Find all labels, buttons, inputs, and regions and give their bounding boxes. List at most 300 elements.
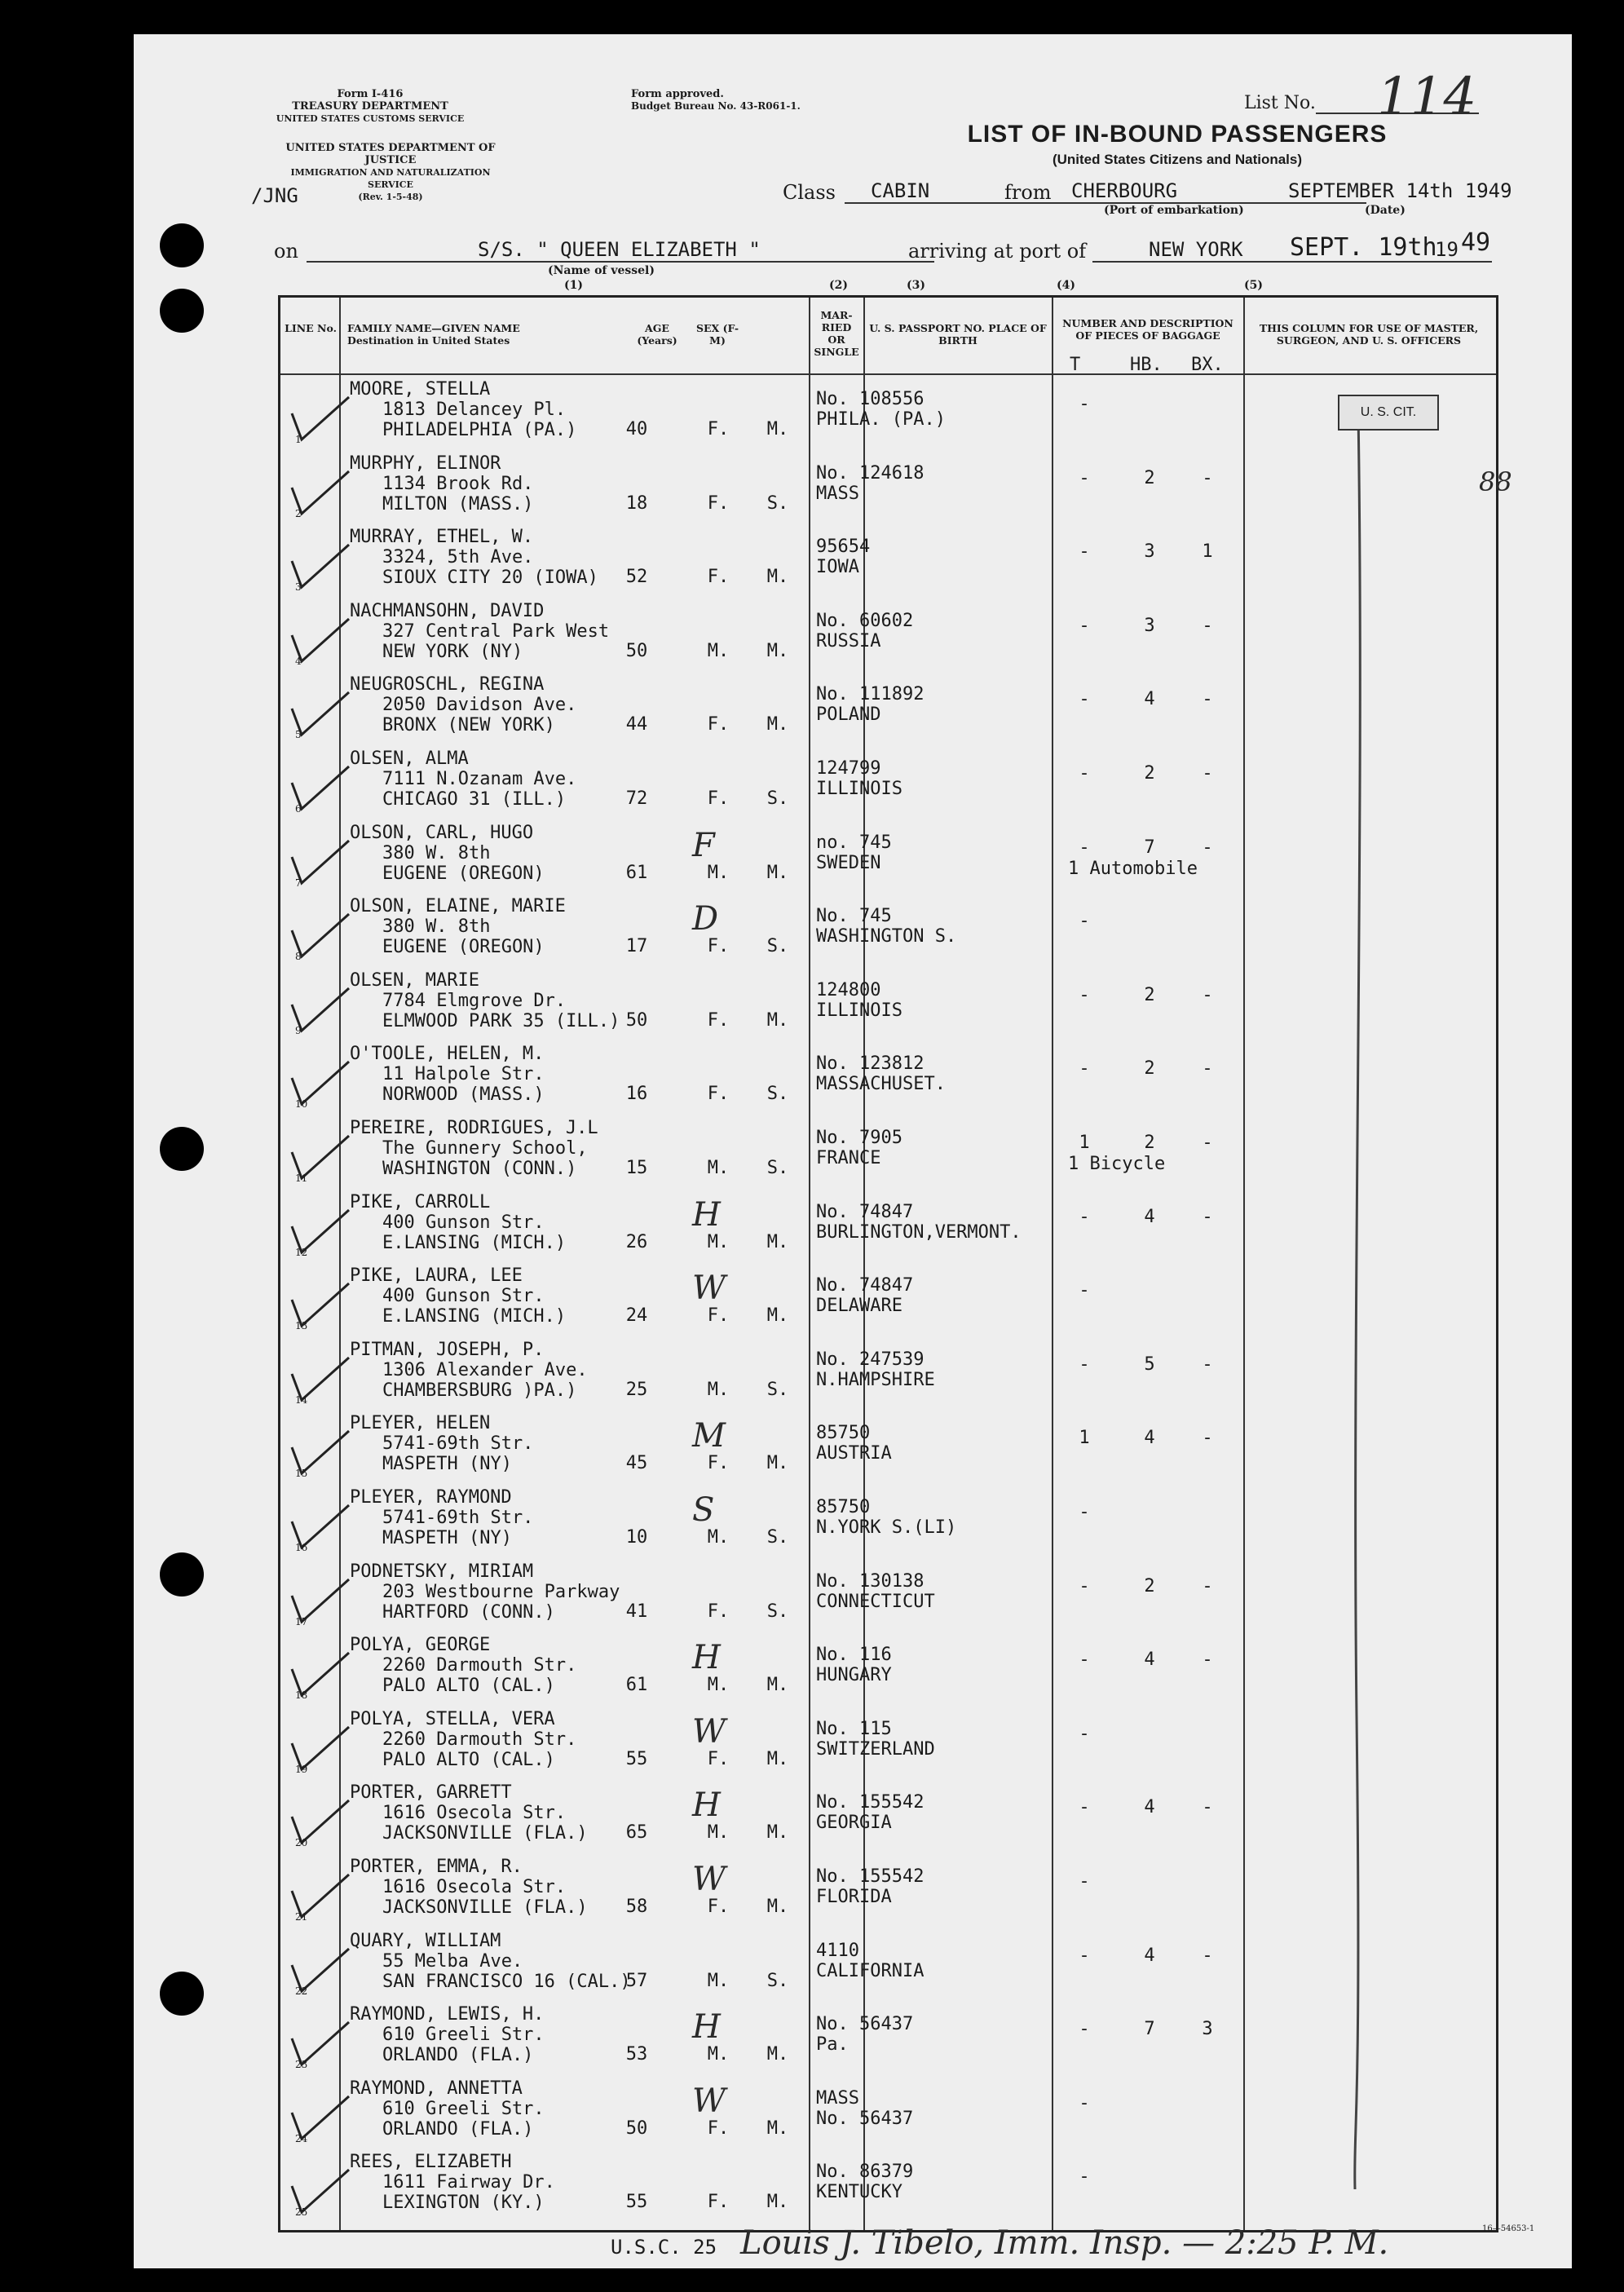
customs-service: UNITED STATES CUSTOMS SERVICE bbox=[276, 113, 465, 124]
sex: M. bbox=[707, 1231, 730, 1252]
passport-number: No. 247539 bbox=[816, 1349, 925, 1370]
passport-block bbox=[816, 2014, 913, 2055]
passport-block bbox=[816, 389, 946, 430]
passenger-name: POLYA, GEORGE bbox=[350, 1635, 491, 1656]
count-note: 88 bbox=[1479, 466, 1512, 497]
age: 58 bbox=[625, 1897, 648, 1917]
sex: F. bbox=[707, 567, 730, 588]
passport-block bbox=[816, 463, 924, 504]
binder-hole bbox=[160, 1552, 204, 1596]
street-address: 55 Melba Ave. bbox=[382, 1950, 523, 1972]
destination-city: LEXINGTON (KY.) bbox=[382, 2193, 545, 2214]
street-address: 1611 Fairway Dr. bbox=[382, 2172, 555, 2193]
passenger-name: OLSON, CARL, HUGO bbox=[350, 822, 534, 843]
street-address: 380 W. 8th bbox=[382, 916, 491, 938]
sex: F. bbox=[707, 2118, 730, 2139]
passenger-name-block bbox=[350, 1782, 588, 1844]
passport-block bbox=[816, 980, 902, 1021]
age: 57 bbox=[625, 1970, 648, 1991]
passport-block bbox=[816, 1866, 924, 1907]
table-row bbox=[280, 1928, 1496, 2001]
passport-block bbox=[816, 1053, 946, 1094]
table-row bbox=[280, 745, 1496, 819]
street-address: 610 Greeli Str. bbox=[382, 2098, 545, 2119]
handwritten-mark: S bbox=[692, 1491, 715, 1529]
destination-city: WASHINGTON (CONN.) bbox=[382, 1159, 577, 1179]
passenger-name-block bbox=[350, 1931, 631, 1992]
baggage-trunks: - bbox=[1079, 1649, 1090, 1671]
age: 52 bbox=[625, 567, 648, 588]
passenger-name-block bbox=[350, 1413, 533, 1474]
passenger-name: PODNETSKY, MIRIAM bbox=[350, 1561, 534, 1582]
passenger-name: NEUGROSCHL, REGINA bbox=[350, 674, 545, 696]
marital-status: M. bbox=[766, 862, 789, 883]
passport-block bbox=[816, 1792, 924, 1833]
destination-city: BRONX (NEW YORK) bbox=[382, 715, 555, 736]
street-address: 1616 Osecola Str. bbox=[382, 1877, 567, 1897]
line-number: 2 bbox=[295, 507, 302, 519]
passenger-table bbox=[278, 295, 1498, 2232]
marital-status: M. bbox=[766, 1305, 789, 1327]
baggage-trunks: - bbox=[1079, 1945, 1090, 1966]
age: 18 bbox=[625, 492, 648, 514]
age: 40 bbox=[625, 419, 648, 439]
baggage-handbags: 2 bbox=[1144, 1575, 1155, 1596]
list-no-label: List No. bbox=[1244, 93, 1316, 113]
sex: F. bbox=[707, 1748, 730, 1769]
baggage-boxes: - bbox=[1202, 1133, 1213, 1153]
passport-block bbox=[816, 537, 870, 577]
header-baggage: NUMBER AND DESCRIPTION OF PIECES OF BAGGAGE bbox=[1062, 317, 1233, 342]
line-number: 16 bbox=[295, 1542, 308, 1553]
sex: M. bbox=[707, 1822, 730, 1844]
passport-number: 124799 bbox=[816, 758, 881, 779]
passport-number: no. 745 bbox=[816, 832, 892, 853]
line-number: 5 bbox=[295, 729, 302, 741]
place-of-birth: ILLINOIS bbox=[816, 779, 902, 799]
sex: F. bbox=[707, 1897, 730, 1917]
baggage-trunks: - bbox=[1079, 394, 1090, 414]
marital-status: M. bbox=[766, 714, 789, 735]
sex: F. bbox=[707, 1601, 730, 1622]
class-value: CABIN bbox=[871, 179, 930, 202]
baggage-boxes: - bbox=[1202, 1945, 1213, 1966]
baggage-trunks: - bbox=[1079, 1723, 1090, 1744]
baggage-boxes: - bbox=[1202, 1649, 1213, 1671]
baggage-boxes: 3 bbox=[1202, 2019, 1213, 2040]
place-of-birth: SWEDEN bbox=[816, 852, 881, 873]
baggage-trunks: - bbox=[1079, 911, 1090, 932]
passenger-name-block bbox=[350, 896, 566, 957]
table-row bbox=[280, 2001, 1496, 2074]
header-name: FAMILY NAME—GIVEN NAME Destination in United States bbox=[347, 322, 520, 347]
place-of-birth: GEORGIA bbox=[816, 1813, 892, 1834]
baggage-trunks: - bbox=[1079, 1206, 1090, 1227]
marital-status: S. bbox=[766, 1527, 789, 1548]
header-line-no: LINE No. bbox=[285, 322, 337, 334]
destination-city: JACKSONVILLE (FLA.) bbox=[382, 1897, 588, 1918]
table-row bbox=[280, 1336, 1496, 1410]
check-mark-icon bbox=[280, 1262, 354, 1344]
baggage-trunks: - bbox=[1079, 615, 1090, 636]
line-number: 15 bbox=[295, 1468, 308, 1480]
line-number: 25 bbox=[295, 2206, 308, 2219]
passenger-name: MURPHY, ELINOR bbox=[350, 453, 501, 474]
baggage-handbags: 2 bbox=[1144, 467, 1155, 488]
check-mark-icon bbox=[280, 523, 354, 605]
baggage-handbags: 4 bbox=[1144, 689, 1155, 710]
header-married: MAR- RIED OR SINGLE bbox=[814, 309, 859, 358]
destination-city: MILTON (MASS.) bbox=[382, 493, 534, 514]
destination-city: ORLANDO (FLA.) bbox=[382, 2045, 534, 2066]
sex: M. bbox=[707, 2044, 730, 2065]
passenger-name-block bbox=[350, 1709, 576, 1770]
baggage-handbags: 2 bbox=[1144, 984, 1155, 1005]
street-address: 5741-69th Str. bbox=[382, 1433, 534, 1455]
street-address: 203 Westbourne Parkway bbox=[382, 1581, 620, 1602]
passport-number: No. 155542 bbox=[816, 1866, 925, 1887]
sex: M. bbox=[707, 1675, 730, 1696]
passenger-name: PLEYER, RAYMOND bbox=[350, 1487, 512, 1508]
header-age: AGE (Years) bbox=[637, 322, 677, 347]
passenger-name: PIKE, CARROLL bbox=[350, 1191, 491, 1212]
header-officers: THIS COLUMN FOR USE OF MASTER, SURGEON, AND U. S. OFFICERS bbox=[1259, 322, 1479, 347]
check-mark-icon bbox=[280, 745, 354, 827]
baggage-trunks: - bbox=[1079, 2019, 1090, 2040]
handwritten-mark: H bbox=[692, 1786, 721, 1825]
passport-number: No. 130138 bbox=[816, 1570, 925, 1592]
on-label: on bbox=[274, 240, 298, 263]
passenger-name: OLSEN, ALMA bbox=[350, 749, 469, 769]
col-number-4: (4) bbox=[1057, 279, 1075, 292]
passport-number: No. 155542 bbox=[816, 1792, 925, 1813]
destination-city: MASPETH (NY) bbox=[382, 1528, 512, 1548]
baggage-boxes: - bbox=[1202, 1354, 1213, 1375]
table-row bbox=[280, 819, 1496, 893]
table-row bbox=[280, 1853, 1496, 1927]
baggage-trunks: 1 bbox=[1079, 1133, 1090, 1153]
header-sex: SEX (F-M) bbox=[695, 322, 739, 347]
age: 15 bbox=[625, 1158, 648, 1178]
passport-block bbox=[816, 1423, 892, 1464]
destination-city: NEW YORK (NY) bbox=[382, 641, 523, 662]
vessel-caption: (Name of vessel) bbox=[548, 264, 655, 277]
baggage-handbags: 2 bbox=[1144, 1058, 1155, 1080]
age: 24 bbox=[625, 1305, 648, 1327]
passenger-name-block bbox=[350, 1118, 598, 1179]
passenger-name: PORTER, EMMA, R. bbox=[350, 1857, 523, 1877]
sex: M. bbox=[707, 1158, 730, 1178]
justice-dept: UNITED STATES DEPARTMENT OF JUSTICE bbox=[285, 142, 496, 166]
destination-city: CHAMBERSBURG )PA.) bbox=[382, 1380, 577, 1401]
sex: M. bbox=[707, 640, 730, 661]
destination-city: E.LANSING (MICH.) bbox=[382, 1306, 567, 1327]
date-caption: (Date) bbox=[1365, 204, 1406, 217]
passport-number: No. 115 bbox=[816, 1718, 892, 1739]
arrival-port: NEW YORK bbox=[1149, 238, 1243, 261]
passport-block bbox=[816, 684, 924, 725]
header-bag-hb: HB. bbox=[1130, 355, 1163, 375]
baggage-handbags: 4 bbox=[1144, 1797, 1155, 1818]
age: 10 bbox=[625, 1527, 648, 1548]
baggage-trunks: - bbox=[1079, 763, 1090, 784]
passport-number: 95654 bbox=[816, 537, 871, 558]
check-mark-icon bbox=[280, 1706, 354, 1787]
destination-city: JACKSONVILLE (FLA.) bbox=[382, 1823, 588, 1844]
baggage-note: 1 Automobile bbox=[1068, 858, 1198, 879]
passenger-name-block bbox=[350, 1265, 566, 1327]
baggage-trunks: - bbox=[1079, 1354, 1090, 1375]
destination-city: PALO ALTO (CAL.) bbox=[382, 1749, 555, 1770]
marital-status: M. bbox=[766, 1009, 789, 1031]
street-address: 7111 N.Ozanam Ave. bbox=[382, 769, 577, 789]
arrival-year-suffix: 49 bbox=[1461, 228, 1491, 257]
passenger-name-block bbox=[350, 453, 533, 514]
from-caption: (Port of embarkation) bbox=[1104, 204, 1244, 217]
handwritten-mark: H bbox=[692, 1195, 721, 1234]
age: 61 bbox=[625, 862, 648, 883]
baggage-trunks: 1 bbox=[1079, 1428, 1090, 1449]
table-row bbox=[280, 2075, 1496, 2148]
marital-status: M. bbox=[766, 2192, 789, 2213]
check-mark-icon bbox=[280, 1779, 354, 1861]
budget-bureau: Budget Bureau No. 43-R061-1. bbox=[631, 100, 801, 112]
place-of-birth: No. 56437 bbox=[816, 2108, 914, 2129]
age: 61 bbox=[625, 1675, 648, 1696]
sex: M. bbox=[707, 862, 730, 883]
marital-status: M. bbox=[766, 419, 789, 439]
table-row bbox=[280, 1779, 1496, 1853]
check-mark-icon bbox=[280, 893, 354, 974]
sex: F. bbox=[707, 1453, 730, 1474]
table-row bbox=[280, 893, 1496, 966]
handwritten-mark: F bbox=[692, 826, 715, 864]
line-number: 20 bbox=[295, 1837, 308, 1849]
marital-status: M. bbox=[766, 1897, 789, 1917]
col-number-1: (1) bbox=[564, 279, 583, 292]
passport-block bbox=[816, 1202, 1022, 1243]
passport-number: No. 7905 bbox=[816, 1128, 902, 1148]
from-value: CHERBOURG bbox=[1071, 179, 1178, 202]
age: 41 bbox=[625, 1601, 648, 1622]
line-number: 10 bbox=[295, 1098, 308, 1111]
baggage-handbags: 5 bbox=[1144, 1354, 1155, 1375]
passenger-name: RAYMOND, ANNETTA bbox=[350, 2078, 523, 2099]
binder-hole bbox=[160, 1127, 204, 1171]
passport-number: 85750 bbox=[816, 1423, 871, 1444]
form-approved: Form approved. bbox=[631, 88, 724, 100]
table-row bbox=[280, 1632, 1496, 1705]
us-citizen-stamp: U. S. CIT. bbox=[1338, 395, 1439, 431]
passport-number: No. 111892 bbox=[816, 684, 925, 705]
approval-block bbox=[631, 88, 801, 113]
destination-city: ELMWOOD PARK 35 (ILL.) bbox=[382, 1010, 620, 1031]
table-row bbox=[280, 967, 1496, 1040]
age: 17 bbox=[625, 936, 648, 957]
passport-block bbox=[816, 1128, 902, 1168]
passenger-name-block bbox=[350, 2004, 545, 2065]
baggage-trunks: - bbox=[1079, 1797, 1090, 1818]
inspector-signature: Louis J. Tibelo, Imm. Insp. — 2:25 P. M. bbox=[740, 2224, 1389, 2262]
passenger-name: OLSON, ELAINE, MARIE bbox=[350, 896, 566, 917]
marital-status: S. bbox=[766, 1379, 789, 1400]
sex: F. bbox=[707, 1305, 730, 1327]
table-row bbox=[280, 523, 1496, 597]
pencil-line bbox=[1340, 412, 1373, 2206]
place-of-birth: Pa. bbox=[816, 2034, 849, 2056]
passenger-name: PLEYER, HELEN bbox=[350, 1413, 491, 1434]
table-row bbox=[280, 2148, 1496, 2222]
footer-typed: U.S.C. 25 bbox=[611, 2236, 717, 2259]
passport-number: No. 56437 bbox=[816, 2014, 914, 2035]
binder-hole bbox=[160, 1972, 204, 2016]
line-number: 24 bbox=[295, 2132, 308, 2144]
passenger-name-block bbox=[350, 1192, 566, 1253]
destination-city: SIOUX CITY 20 (IOWA) bbox=[382, 567, 598, 589]
passenger-name: NACHMANSOHN, DAVID bbox=[350, 600, 545, 621]
baggage-handbags: 3 bbox=[1144, 615, 1155, 636]
place-of-birth: N.HAMPSHIRE bbox=[816, 1369, 935, 1390]
age: 53 bbox=[625, 2044, 648, 2065]
baggage-handbags: 7 bbox=[1144, 2019, 1155, 2040]
place-of-birth: AUSTRIA bbox=[816, 1443, 892, 1464]
line-number: 21 bbox=[295, 1911, 308, 1923]
destination-city: HARTFORD (CONN.) bbox=[382, 1601, 555, 1623]
page-title: LIST OF IN-BOUND PASSENGERS bbox=[967, 121, 1388, 148]
handwritten-mark: W bbox=[692, 1270, 726, 1308]
check-mark-icon bbox=[280, 819, 354, 901]
passenger-name-block bbox=[350, 1044, 545, 1105]
passport-number: No. 74847 bbox=[816, 1201, 914, 1222]
baggage-trunks: - bbox=[1079, 1871, 1090, 1892]
table-row bbox=[280, 1410, 1496, 1483]
arrival-year-prefix: 19 bbox=[1435, 238, 1459, 261]
marital-status: M. bbox=[766, 2118, 789, 2139]
passenger-name-block bbox=[350, 2152, 555, 2213]
street-address: 3324, 5th Ave. bbox=[382, 547, 534, 568]
passenger-name-block bbox=[350, 379, 576, 440]
passenger-name-block bbox=[350, 970, 620, 1031]
destination-city: SAN FRANCISCO 16 (CAL.) bbox=[382, 1971, 631, 1992]
place-of-birth: FLORIDA bbox=[816, 1887, 892, 1907]
baggage-boxes: - bbox=[1202, 615, 1213, 636]
sex: F. bbox=[707, 1009, 730, 1031]
class-label: Class bbox=[783, 181, 836, 204]
table-row bbox=[280, 1189, 1496, 1262]
passenger-name: QUARY, WILLIAM bbox=[350, 1930, 501, 1951]
check-mark-icon bbox=[280, 2148, 354, 2230]
form-number: Form I-416 bbox=[337, 88, 404, 100]
baggage-boxes: - bbox=[1202, 1575, 1213, 1596]
place-of-birth: MASSACHUSET. bbox=[816, 1074, 946, 1095]
street-address: 1813 Delancey Pl. bbox=[382, 400, 567, 420]
passport-number: No. 116 bbox=[816, 1645, 892, 1666]
passport-block bbox=[816, 1349, 935, 1390]
check-mark-icon bbox=[280, 1928, 354, 2009]
age: 45 bbox=[625, 1453, 648, 1474]
place-of-birth: N.YORK S.(LI) bbox=[816, 1517, 957, 1538]
passport-number: 124800 bbox=[816, 979, 881, 1000]
passenger-name-block bbox=[350, 1340, 588, 1401]
form-ids bbox=[272, 88, 468, 125]
passenger-name: PITMAN, JOSEPH, P. bbox=[350, 1339, 545, 1360]
header-bag-t: T bbox=[1070, 355, 1081, 375]
baggage-note: 1 Bicycle bbox=[1068, 1154, 1166, 1174]
baggage-handbags: 4 bbox=[1144, 1428, 1155, 1449]
table-row bbox=[280, 1558, 1496, 1632]
print-code: 16—54653-1 bbox=[1482, 2224, 1535, 2233]
passport-block bbox=[816, 1941, 924, 1981]
baggage-handbags: 4 bbox=[1144, 1649, 1155, 1671]
baggage-trunks: - bbox=[1079, 1280, 1090, 1301]
col-number-5: (5) bbox=[1244, 279, 1263, 292]
baggage-boxes: - bbox=[1202, 837, 1213, 858]
baggage-handbags: 2 bbox=[1144, 763, 1155, 784]
table-row bbox=[280, 598, 1496, 671]
place-of-birth: PHILA. (PA.) bbox=[816, 409, 946, 430]
justice-block bbox=[272, 142, 509, 203]
place-of-birth: IOWA bbox=[816, 557, 859, 578]
from-label: from bbox=[1004, 181, 1052, 204]
baggage-trunks: - bbox=[1079, 1575, 1090, 1596]
destination-city: NORWOOD (MASS.) bbox=[382, 1084, 545, 1106]
passport-number: 85750 bbox=[816, 1497, 871, 1517]
marital-status: M. bbox=[766, 1675, 789, 1696]
binder-hole bbox=[160, 289, 204, 333]
line-number: 17 bbox=[295, 1615, 308, 1627]
age: 55 bbox=[625, 1748, 648, 1769]
passport-number: No. 60602 bbox=[816, 610, 914, 631]
line-number: 8 bbox=[295, 951, 302, 963]
marital-status: S. bbox=[766, 1158, 789, 1178]
passport-number: MASS bbox=[816, 2087, 859, 2109]
street-address: 2260 Darmouth Str. bbox=[382, 1729, 577, 1750]
sex: F. bbox=[707, 1084, 730, 1105]
baggage-trunks: - bbox=[1079, 984, 1090, 1005]
baggage-handbags: 2 bbox=[1144, 1133, 1155, 1153]
arrival-date: SEPT. 19th bbox=[1290, 233, 1437, 262]
marital-status: M. bbox=[766, 2044, 789, 2065]
baggage-trunks: - bbox=[1079, 541, 1090, 563]
check-mark-icon bbox=[280, 1115, 354, 1196]
document-page bbox=[134, 34, 1572, 2268]
table-row bbox=[280, 1484, 1496, 1557]
baggage-handbags: 7 bbox=[1144, 837, 1155, 858]
destination-city: PALO ALTO (CAL.) bbox=[382, 1676, 555, 1697]
baggage-trunks: - bbox=[1079, 1502, 1090, 1522]
street-address: 400 Gunson Str. bbox=[382, 1212, 545, 1233]
line-number: 12 bbox=[295, 1246, 308, 1258]
passenger-name-block bbox=[350, 674, 576, 735]
age: 25 bbox=[625, 1379, 648, 1400]
baggage-handbags: 3 bbox=[1144, 541, 1155, 563]
passenger-name-block bbox=[350, 527, 598, 588]
street-address: 1306 Alexander Ave. bbox=[382, 1359, 588, 1380]
handwritten-mark: W bbox=[692, 2082, 726, 2120]
baggage-trunks: - bbox=[1079, 689, 1090, 710]
check-mark-icon bbox=[280, 598, 354, 679]
passport-block bbox=[816, 1571, 935, 1612]
check-mark-icon bbox=[280, 1040, 354, 1122]
baggage-trunks: - bbox=[1079, 2166, 1090, 2188]
marital-status: S. bbox=[766, 936, 789, 957]
place-of-birth: FRANCE bbox=[816, 1148, 881, 1168]
marital-status: S. bbox=[766, 1084, 789, 1105]
sex: M. bbox=[707, 1379, 730, 1400]
check-mark-icon bbox=[280, 1189, 354, 1270]
sex: F. bbox=[707, 419, 730, 439]
age: 72 bbox=[625, 788, 648, 809]
